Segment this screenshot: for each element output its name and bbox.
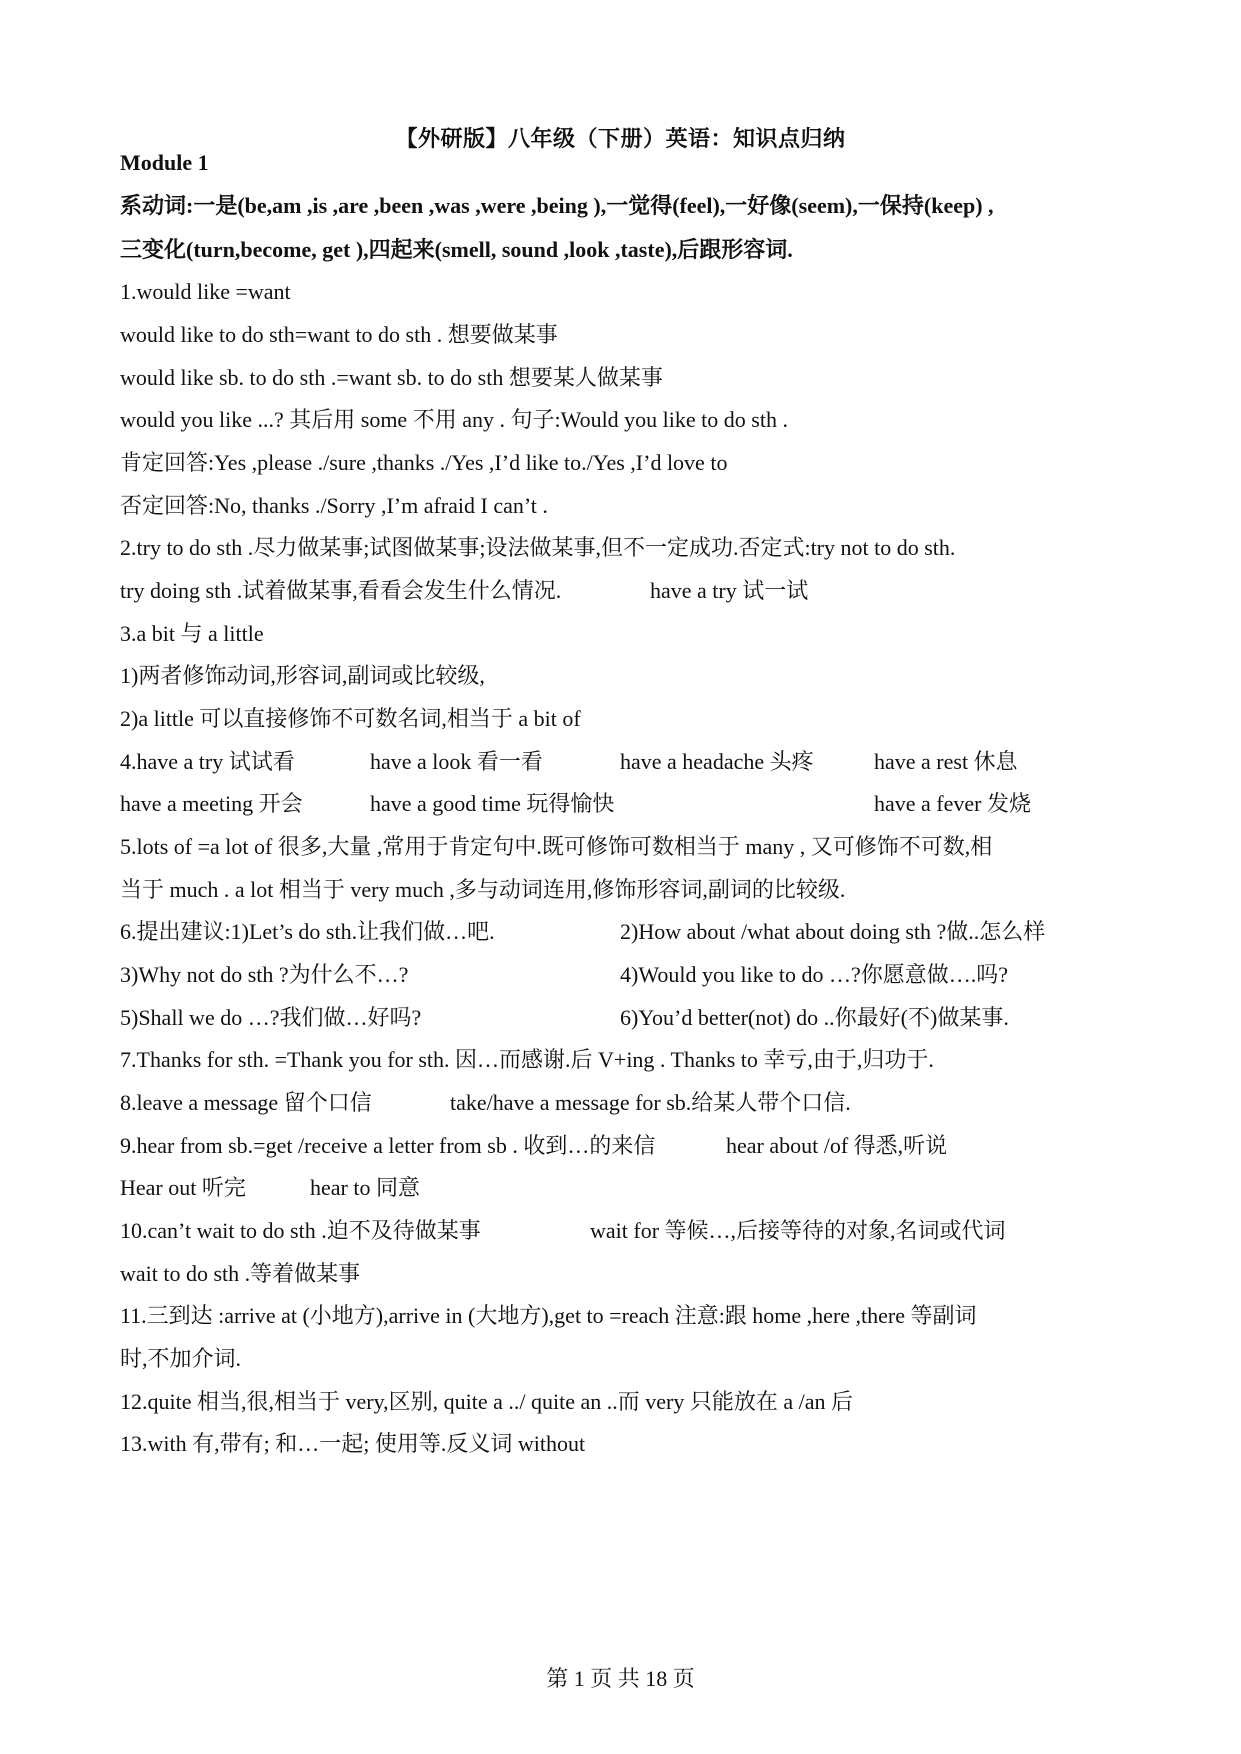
page-footer: 第 1 页 共 18 页 — [546, 1666, 695, 1691]
text-line: 1)两者修饰动词,形容词,副词或比较级, — [120, 663, 485, 688]
text-segment: have a fever 发烧 — [874, 791, 1031, 816]
text-segment: 9.hear from sb.=get /receive a letter from sb . 收到…的来信 — [120, 1133, 656, 1158]
module-heading: Module 1 — [120, 150, 209, 175]
text-line: 2)a little 可以直接修饰不可数名词,相当于 a bit of — [120, 706, 581, 731]
text-segment: 4.have a try 试试看 — [120, 749, 295, 774]
text-segment: have a good time 玩得愉快 — [370, 791, 615, 816]
text-line: would like sb. to do sth .=want sb. to do sth 想要某人做某事 — [120, 365, 663, 390]
text-line: 当于 much . a lot 相当于 very much ,多与动词连用,修饰形容词,副词的比较级. — [120, 877, 846, 902]
bold-rule-line-1: 系动词:一是(be,am ,is ,are ,been ,was ,were ,being ),一觉得(feel),一好像(seem),一保持(keep) , — [120, 193, 994, 218]
text-segment: 6)You’d better(not) do ..你最好(不)做某事. — [620, 1005, 1009, 1030]
text-segment: 8.leave a message 留个口信 — [120, 1090, 372, 1115]
text-line: 12.quite 相当,很,相当于 very,区别, quite a ../ quite an ..而 very 只能放在 a /an 后 — [120, 1389, 854, 1414]
text-segment: take/have a message for sb.给某人带个口信. — [450, 1090, 851, 1115]
text-line: would you like ...? 其后用 some 不用 any . 句子:Would you like to do sth . — [120, 407, 788, 432]
text-line: would like to do sth=want to do sth . 想要做某事 — [120, 322, 558, 347]
text-segment: 5)Shall we do …?我们做…好吗? — [120, 1005, 422, 1030]
text-segment: 2)How about /what about doing sth ?做..怎么样 — [620, 919, 1046, 944]
text-line: 5.lots of =a lot of 很多,大量 ,常用于肯定句中.既可修饰可数相当于 many , 又可修饰不可数,相 — [120, 834, 993, 859]
text-line: 11.三到达 :arrive at (小地方),arrive in (大地方),get to =reach 注意:跟 home ,here ,there 等副词 — [120, 1303, 977, 1328]
text-segment: Hear out 听完 — [120, 1175, 246, 1200]
text-segment: wait for 等候…,后接等待的对象,名词或代词 — [590, 1218, 1006, 1243]
text-segment: 4)Would you like to do …?你愿意做….吗? — [620, 962, 1009, 987]
text-line: 时,不加介词. — [120, 1346, 242, 1371]
text-segment: hear to 同意 — [310, 1175, 420, 1200]
text-segment: 10.can’t wait to do sth .迫不及待做某事 — [120, 1218, 481, 1243]
text-segment: 3)Why not do sth ?为什么不…? — [120, 962, 409, 987]
text-line: 1.would like =want — [120, 279, 291, 304]
text-segment: 6.提出建议:1)Let’s do sth.让我们做…吧. — [120, 919, 495, 944]
text-segment: hear about /of 得悉,听说 — [726, 1133, 948, 1158]
text-segment: have a meeting 开会 — [120, 791, 303, 816]
text-line: 13.with 有,带有; 和…一起; 使用等.反义词 without — [120, 1431, 586, 1456]
text-segment: have a headache 头疼 — [620, 749, 814, 774]
text-line: wait to do sth .等着做某事 — [120, 1261, 361, 1286]
text-segment: try doing sth .试着做某事,看看会发生什么情况. — [120, 578, 562, 603]
text-line: 2.try to do sth .尽力做某事;试图做某事;设法做某事,但不一定成功.否定式:try not to do sth. — [120, 535, 956, 560]
bold-rule-line-2: 三变化(turn,become, get ),四起来(smell, sound ,look ,taste),后跟形容词. — [120, 237, 793, 262]
text-line: 肯定回答:Yes ,please ./sure ,thanks ./Yes ,I’d like to./Yes ,I’d love to — [120, 450, 728, 475]
text-segment: have a look 看一看 — [370, 749, 543, 774]
text-line: 3.a bit 与 a little — [120, 621, 264, 646]
text-line: 7.Thanks for sth. =Thank you for sth. 因…而感谢.后 V+ing . Thanks to 幸亏,由于,归功于. — [120, 1047, 934, 1072]
text-segment: have a try 试一试 — [650, 578, 809, 603]
text-segment: have a rest 休息 — [874, 749, 1018, 774]
text-line: 否定回答:No, thanks ./Sorry ,I’m afraid I can’t . — [120, 493, 548, 518]
document-title: 【外研版】八年级（下册）英语：知识点归纳 — [395, 127, 846, 152]
